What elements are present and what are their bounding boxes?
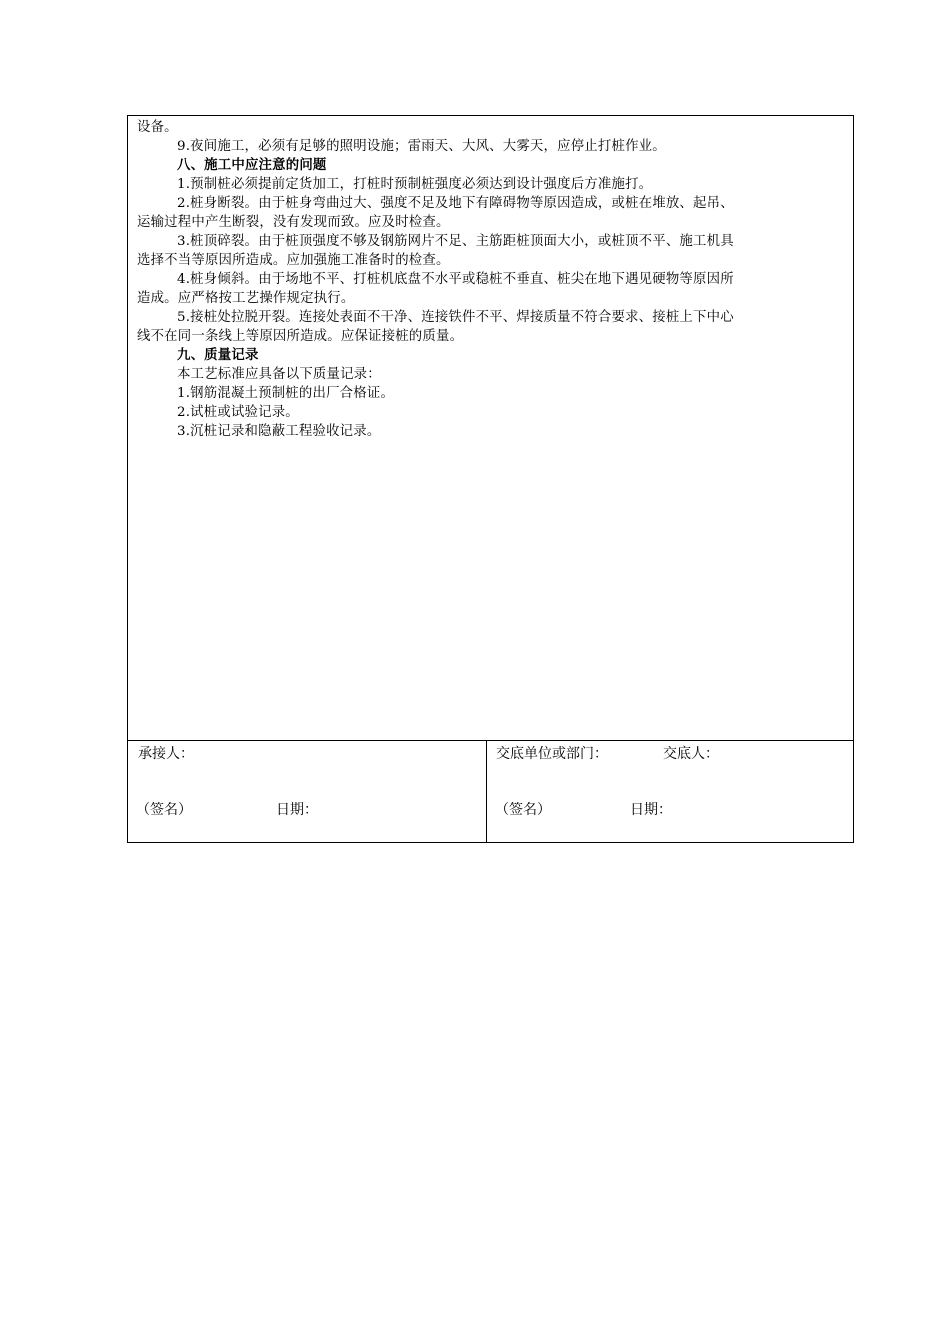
text-line: 2.桩身断裂。由于桩身弯曲过大、强度不足及地下有障碍物等原因造成，或桩在堆放、起吊、 xyxy=(177,196,734,211)
text-line: 选择不当等原因所造成。应加强施工准备时的检查。 xyxy=(137,253,450,268)
text-line: 设备。 xyxy=(137,120,178,135)
issuer-person-label: 交底人： xyxy=(663,746,719,762)
receiver-cell xyxy=(128,741,487,842)
text-line: 1.钢筋混凝土预制桩的出厂合格证。 xyxy=(177,386,395,401)
section-heading-8: 八、施工中应注意的问题 xyxy=(177,158,327,173)
text-line: 造成。应严格按工艺操作规定执行。 xyxy=(137,291,355,306)
content-cell xyxy=(128,116,853,741)
receiver-date-label: 日期： xyxy=(276,802,318,818)
issuer-date-label: 日期： xyxy=(630,802,672,818)
text-line: 3.沉桩记录和隐蔽工程验收记录。 xyxy=(177,424,381,439)
disclosure-form-table xyxy=(127,115,854,843)
text-line: 9.夜间施工，必须有足够的照明设施；雷雨天、大风、大雾天，应停止打桩作业。 xyxy=(177,139,666,154)
text-line: 本工艺标准应具备以下质量记录： xyxy=(177,367,381,382)
receiver-label: 承接人： xyxy=(138,746,194,762)
text-line: 运输过程中产生断裂，没有发现而致。应及时检查。 xyxy=(137,215,450,230)
issuer-unit-label: 交底单位或部门： xyxy=(496,746,608,762)
section-heading-9: 九、质量记录 xyxy=(177,348,259,363)
issuer-signature-label: （签名） xyxy=(495,802,551,818)
text-line: 4.桩身倾斜。由于场地不平、打桩机底盘不水平或稳桩不垂直、桩尖在地下遇见硬物等原因所 xyxy=(177,272,734,287)
receiver-signature-label: （签名） xyxy=(136,802,192,818)
signature-row xyxy=(128,741,853,842)
text-line: 2.试桩或试验记录。 xyxy=(177,405,299,420)
text-line: 线不在同一条线上等原因所造成。应保证接桩的质量。 xyxy=(137,329,464,344)
text-line: 3.桩顶碎裂。由于桩顶强度不够及钢筋网片不足、主筋距桩顶面大小，或桩顶不平、施工机具 xyxy=(177,234,734,249)
text-line: 1.预制桩必须提前定货加工，打桩时预制桩强度必须达到设计强度后方准施打。 xyxy=(177,177,653,192)
issuer-cell xyxy=(487,741,853,842)
text-line: 5.接桩处拉脱开裂。连接处表面不干净、连接铁件不平、焊接质量不符合要求、接桩上下中心 xyxy=(177,310,734,325)
